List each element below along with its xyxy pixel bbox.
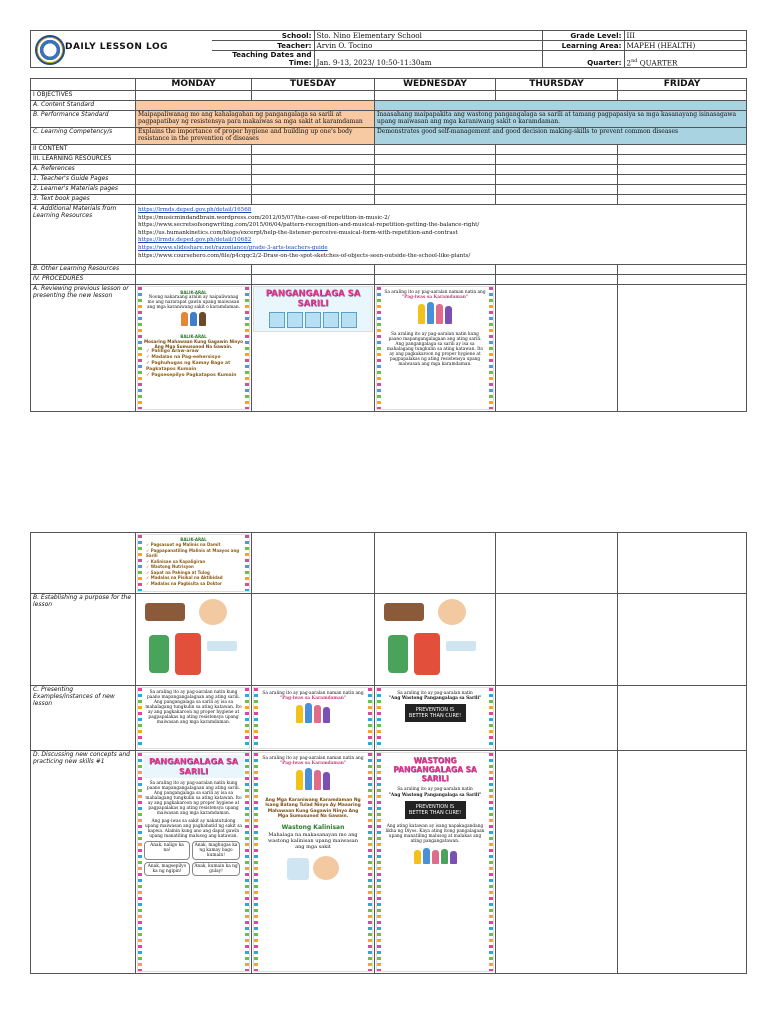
kalinisan-text: Mahalaga na makasanayan mo ang wastong kalinisan upang maiwasan ang mga sakit — [267, 831, 358, 850]
review-item: ✓ Madalas na Pisikal na Aktibidad — [146, 575, 223, 580]
review-item: ✓ Paliligo Araw-araw — [146, 349, 199, 354]
area-value: MAPEH (HEALTH) — [624, 41, 746, 51]
review-item: ✓ Wastong Nutrisyon — [146, 564, 194, 569]
review-card-monday: BALIK-ARAL Noong nakaraang aralin ay naipaliwanag mo ang nararapat gawin upang maiwasan ang mga karaniwang sakit o karamdaman. BALIK-ARAL Mosaring Mahawaan Kung Gagawin Ninyo Ang Mga Sumusunod Na Gawain. ✓ Paliligo Araw-araw ✓ Madalas na Pag-eehersisyo ✓ Paghuhugas ng Kamay Bago at Pagkatapos Kumain ✓ Pagsesepilyo Pagkatapos Kumain — [137, 286, 250, 410]
speech-bubble: Anak, naligo ka na! — [144, 841, 190, 860]
playing-kids-illustration — [405, 848, 465, 868]
lesson-table-page2 — [30, 532, 747, 974]
link-lrmds-16568[interactable]: https://lrmds.deped.gov.ph/detail/16568 — [138, 207, 252, 213]
row-teachers-guide: 1. Teacher's Guide Pages — [31, 175, 136, 185]
review-item: ✓ Pagsesepilyo Pagkatapos Kumain — [146, 373, 237, 378]
link-human-kinetics[interactable]: https://us.humankinetics.com/blogs/excerpt/help-the-listener-perceive-musical-form-with-repetition-and-contrast — [138, 229, 458, 236]
dates-label: Teaching Dates and Time: — [212, 51, 314, 68]
children-illustration — [410, 302, 460, 330]
row-proc-c: C. Presenting Examples/instances of new lesson — [31, 686, 136, 751]
link-lrmds-10682[interactable]: https://lrmds.deped.gov.ph/detail/10682 — [138, 237, 252, 244]
additional-links — [136, 205, 747, 265]
deped-seal-icon — [35, 35, 65, 65]
day-wednesday: WEDNESDAY — [375, 79, 496, 91]
link-slideshare[interactable]: https://www.slideshare.net/razonlance/grade-3-arts-teachers-guide — [138, 244, 328, 251]
row-objectives: I OBJECTIVES — [31, 91, 136, 101]
hygiene-scene-monday — [137, 595, 250, 683]
quarter-value: 2nd QUARTER — [624, 51, 746, 68]
speech-bubble: Anak, magsepilyo ka ng ngipin! — [144, 862, 190, 876]
review-item: ✓ Kalinisan sa Kapaligiran — [146, 558, 206, 564]
review-heading: Mosaring Mahawaan Kung Gagawin Ninyo Ang Mga Sumusunod Na Gawain. — [144, 339, 244, 349]
review-item: ✓ Paghuhugas ng Kamay Bago at Pagkatapos Kumain — [146, 361, 231, 372]
teacher-label: Teacher: — [212, 41, 314, 51]
row-learners-materials: 2. Learner's Materials pages — [31, 185, 136, 195]
pag-iwas-paragraph: Ang pag-iwas sa sakit ay nakatutulong upang maiwasan ang paghahatid ng sakit sa kapwa. Alamin kung ano ang dapat gawin upang manatiling malusog ang katawan. — [145, 819, 242, 839]
day-thursday: THURSDAY — [496, 79, 618, 91]
school-value: Sto. Nino Elementary School — [314, 31, 542, 41]
log-title: DAILY LESSON LOG — [65, 42, 168, 52]
review-item: ✓ Pagpapanatiling Malinis at Maayos ang Sarili — [146, 547, 240, 558]
teacher-value: Arvin O. Tocino — [314, 41, 542, 51]
row-content: II CONTENT — [31, 145, 136, 155]
discussion-card-tuesday: Sa araling ito ay pag-aaralan naman natin ang "Pag-iwas sa Karamdaman" Ang Mga Karaniwang Karamdaman Ng Isang Batang Tulad Ninyo Ay Maaaring Mahawaan Kung Gagawin Ninyo Ang Mga Sumusunod Na Gawain. Wastong Kalinisan Mahalaga na makasanayan mo ang wastong kalinisan upang maiwasan ang mga sakit — [253, 752, 373, 972]
row-procedures: IV. PROCEDURES — [31, 275, 136, 285]
competency-mon-tue: Explains the importance of proper hygiene and building up one's body resistance in the prevention of diseases — [136, 128, 375, 145]
day-monday: MONDAY — [136, 79, 252, 91]
header-table — [212, 30, 747, 68]
perf-std-wed-fri: Inaasahang maipapakita ang wastong pangangalaga sa sarili at tamang pagpapasiya sa mga kasanayang isinasagawa upang maiwasan ang mga karaniwang sakit o karamdaman. — [375, 111, 747, 128]
grade-value: III — [624, 31, 746, 41]
competency-wed-fri: Demonstrates good self-management and good decision making-skills to prevent common diseases — [375, 128, 747, 145]
row-proc-a: A. Reviewing previous lesson or presenting the new lesson — [31, 285, 136, 412]
review-item: ✓ Madalas na Pagbisita sa Doktor — [146, 580, 222, 586]
area-label: Learning Area: — [542, 41, 624, 51]
dates-value: Jan. 9-13, 2023/ 10:50-11:30am — [314, 51, 542, 68]
link-music-mind[interactable]: https://musicmindandbrain.wordpress.com/2012/05/07/the-case-of-repetition-in-music-2/ — [138, 214, 390, 221]
perf-std-mon-tue: Maipapaliwanag mo ang kahalagahan ng pangangalaga sa sarili at pagpapatibay ng resistensya para makaiwas sa mga sakit at karamdaman — [136, 111, 375, 128]
row-proc-b: B. Establishing a purpose for the lesson — [31, 594, 136, 686]
lesson-paragraph: Sa araling ito ay pag-aaralan natin kung paano mapangangalagaan ang ating sarili. Ang pangangalaga sa sarili ay isa sa mahalagang tungkulin sa ating katawan. Ito ay ang pagkakaroon ng proper hygiene at pagpapalakas ng ating resistensya upang maiwasan ang mga karamdaman. — [386, 332, 484, 367]
wastong-title: WASTONG PANGANGALAGA SA SARILI — [393, 756, 477, 783]
pag-iwas-card-tuesday: Sa araling ito ay pag-aaralan naman natin ang "Pag-iwas sa Karamdaman" — [253, 687, 373, 749]
link-secrets-songwriting[interactable]: https://www.secretsofsongwriting.com/2015/06/04/pattern-recognition-and-musical-repetition-getting-the-balance-right/ — [138, 222, 480, 229]
row-competency: C. Learning Competency/s — [31, 128, 136, 145]
row-proc-d: D. Discussing new concepts and practicing new skills #1 — [31, 751, 136, 974]
grade-label: Grade Level: — [542, 31, 624, 41]
quarter-label: Quarter: — [542, 51, 624, 68]
day-friday: FRIDAY — [618, 79, 747, 91]
row-references: A. References — [31, 165, 136, 175]
speech-bubble: Anak, maghugas ka ng kamay bago kumain! — [192, 841, 240, 860]
prevention-chalkboard: PREVENTION IS BETTER THAN CURE! — [405, 704, 466, 722]
review-text: Noong nakaraang aralin ay naipaliwanag mo ang nararapat gawin upang maiwasan ang mga karaniwang sakit o karamdaman. — [147, 295, 240, 310]
prevention-card-wednesday: Sa araling ito ay pag-aaralan natin "Ang Wastong Pangangalaga sa Sarili" PREVENTION IS BETTER THAN CURE! — [376, 687, 494, 749]
kids-illustration — [177, 312, 211, 332]
friday-paragraph: Ang ating katawan ay isang napakagandang likha ng Diyos. Kaya ating itong pangalagaan upang manatiling malusog at malakas ang ating pangangatawan. — [385, 824, 485, 844]
row-textbook: 3. Text book pages — [31, 195, 136, 205]
discussion-card-wednesday: WASTONG PANGANGALAGA SA SARILI Sa araling ito ay pag-aaralan natin "Ang Wastong Pangangalaga sa Sarili" PREVENTION IS BETTER THAN CURE! Ang ating katawan ay isang napakagandang likha ng Diyos. Kaya ating itong pangalagaan upang manatiling malusog at malakas ang ating pangangatawan. — [376, 752, 494, 972]
handwashing-illustration — [283, 854, 343, 882]
pangangalaga-card-tuesday: PANGANGALAGA SA SARILI — [253, 286, 373, 332]
day-tuesday: TUESDAY — [252, 79, 375, 91]
review-card-continued: BALIK-ARAL ✓ Pagsasuot ng Malinis na Damit ✓ Pagpapanatiling Malinis at Maayos ang Sarili ✓ Kalinisan sa Kapaligiran ✓ Wastong Nutrisyon ✓ Sapat na Pahinga at Tulog ✓ Madalas na Pisikal na Aktibidad ✓ Madalas na Pagbisita sa Doktor — [137, 534, 250, 592]
wastong-kalinisan-title: Wastong Kalinisan — [281, 823, 345, 831]
pag-iwas-card-wednesday: Sa araling ito ay pag-aaralan naman natin ang "Pag-iwas sa Karamdaman" Sa araling ito ay pag-aaralan natin kung paano mapangangalagaan ang ating sarili. Ang pangangalaga sa sarili ay isa sa mahalagang tungkulin sa ating katawan. Ito ay ang pagkakaroon ng proper hygiene at pagpapalakas ng ating resistensya upang maiwasan ang mga karamdaman. — [376, 286, 494, 410]
school-label: School: — [212, 31, 314, 41]
row-learning-resources: III. LEARNING RESOURCES — [31, 155, 136, 165]
lesson-para-card-monday: Sa araling ito ay pag-aaralan natin kung paano mapangangalagaan ang ating sarili. Ang pangangalaga sa sarili ay isa sa mahalagang tungkulin sa ating katawan. Ito ay ang pagkakaroon ng proper hygiene at pagpapalakas ng ating resistensya upang maiwasan ang mga karamdaman. — [137, 687, 250, 749]
row-additional-materials: 4. Additional Materials from Learning Resources — [31, 205, 136, 265]
row-performance-standard: B. Performance Standard — [31, 111, 136, 128]
speech-bubble: Anak, kumain ka ng gulay! — [192, 862, 240, 876]
karaniwan-heading: Ang Mga Karaniwang Karamdaman Ng Isang Batang Tulad Ninyo Ay Maaaring Mahawaan Kung Gagawin Ninyo Ang Mga Sumusunod Na Gawain. — [265, 798, 361, 820]
review-item: ✓ Sapat na Pahinga at Tulog — [146, 569, 210, 575]
review-item: ✓ Madalas na Pag-eehersisyo — [146, 355, 221, 360]
link-coursehero[interactable]: https://www.coursehero.com/file/p4cqqc2/2-Draw-on-the-spot-sketches-of-objects-seen-outside-the-school-like-plants/ — [138, 252, 471, 259]
header-logo — [30, 30, 213, 68]
hygiene-scene-wednesday — [376, 595, 494, 683]
lesson-table-page1 — [30, 78, 747, 412]
corner-cell — [31, 79, 136, 91]
row-other-resources: B. Other Learning Resources — [31, 265, 136, 275]
discussion-card-monday: PANGANGALAGA SA SARILI Sa araling ito ay pag-aaralan natin kung paano mapangangalagaan ang ating sarili. Ang pangangalaga sa sarili ay isa sa mahalagang tungkulin sa ating katawan. Ito ay ang pagkakaroon ng proper hygiene at pagpapalakas ng ating resistensya upang maiwasan ang mga karamdaman. Ang pag-iwas sa sakit ay nakatutulong upang maiwasan ang paghahatid ng sakit sa kapwa. Alamin kung ano ang dapat gawin upang manatiling malusog ang katawan. Anak, naligo ka na! Anak, maghugas ka ng kamay bago kumain! Anak, magsepilyo ka ng ngipin! Anak, kumain ka ng gulay! — [137, 752, 250, 972]
row-content-standard: A. Content Standard — [31, 101, 136, 111]
review-item: ✓ Pagsasuot ng Malinis na Damit — [146, 542, 221, 547]
